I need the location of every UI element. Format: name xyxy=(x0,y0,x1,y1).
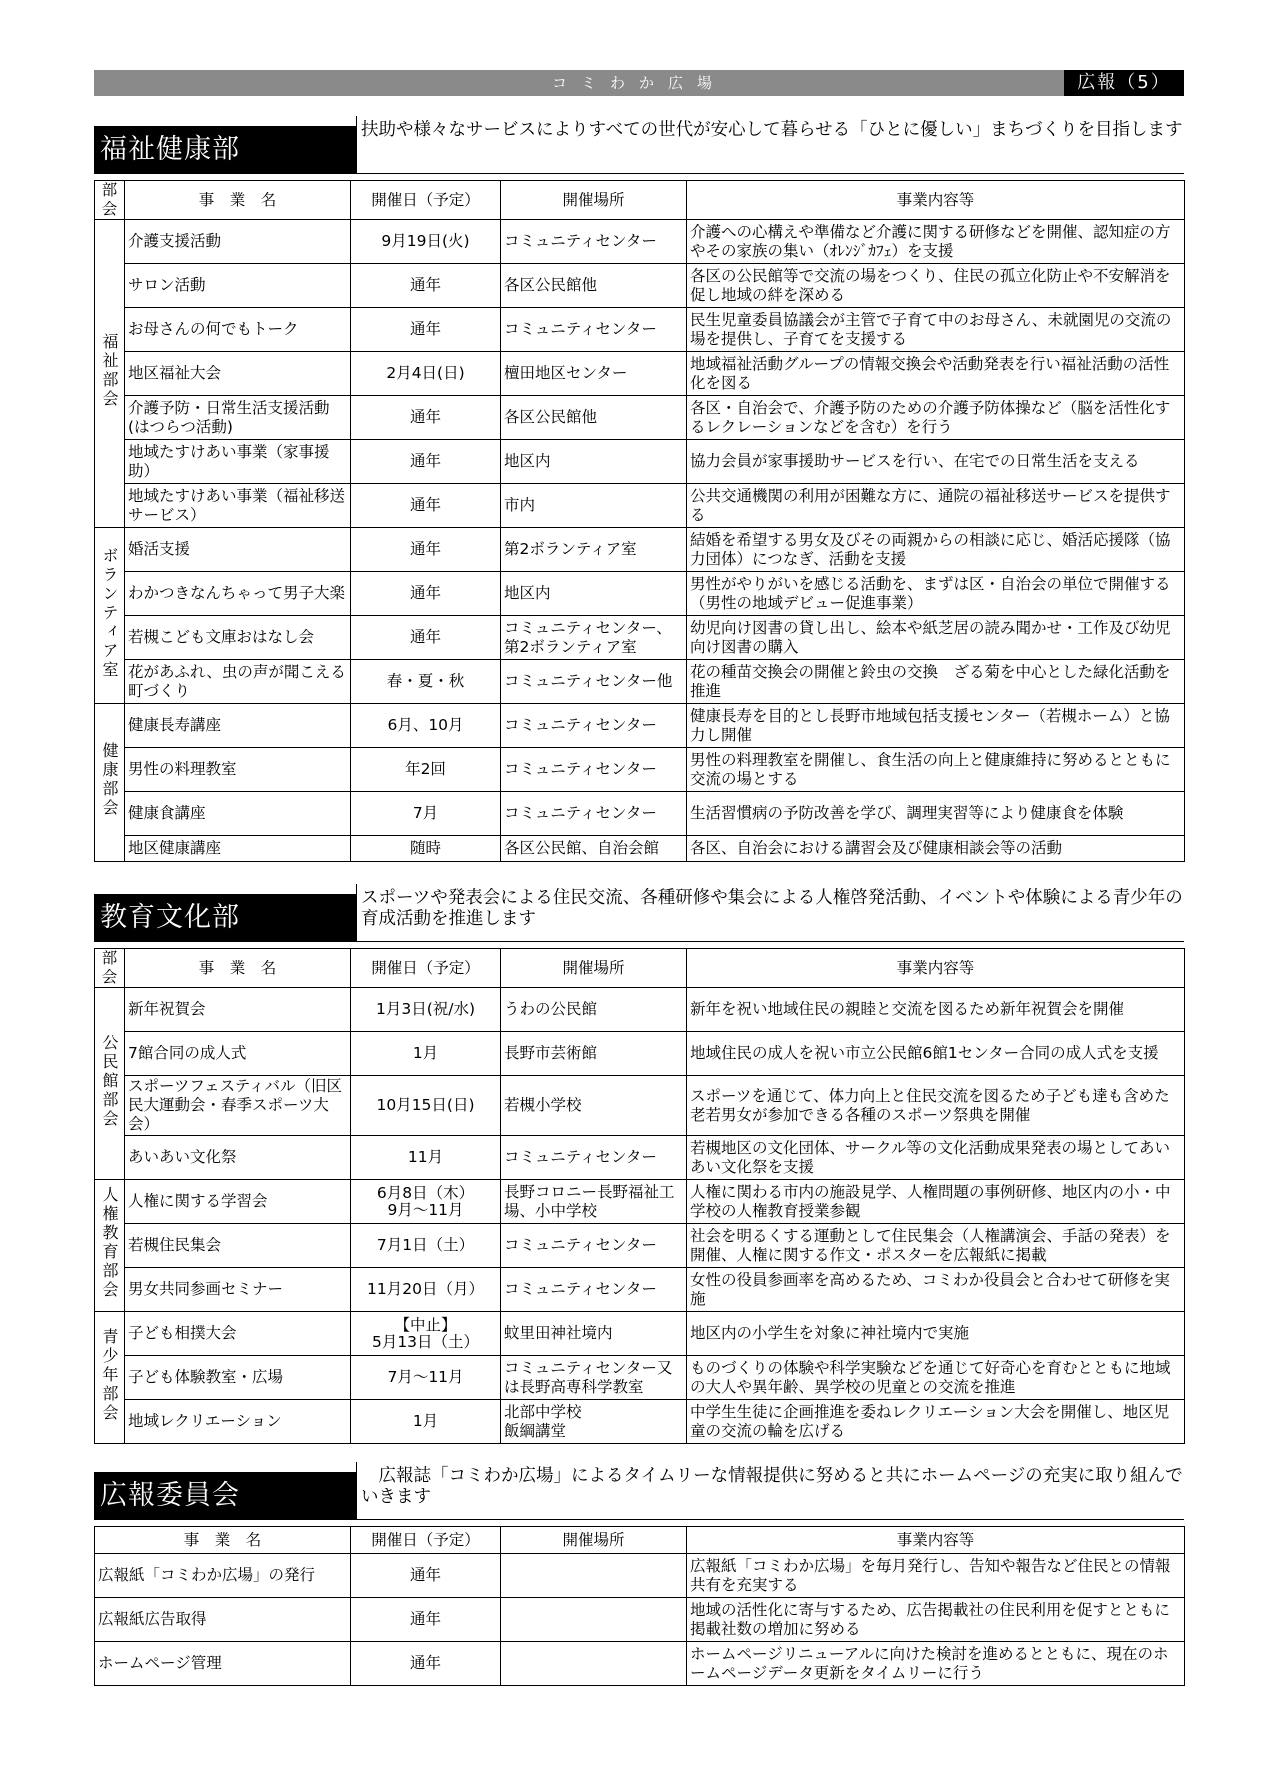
program-place: コミュニティセンター xyxy=(501,308,687,352)
program-place: 第2ボランティア室 xyxy=(501,528,687,572)
program-name: 男性の料理教室 xyxy=(125,748,351,792)
program-place: 北部中学校 飯綱講堂 xyxy=(501,1400,687,1444)
program-date: 11月20日（月） xyxy=(351,1268,501,1312)
column-header-place: 開催場所 xyxy=(501,949,687,988)
column-header-date: 開催日（予定） xyxy=(351,181,501,220)
program-date: 1月 xyxy=(351,1032,501,1076)
program-place xyxy=(501,1598,687,1642)
program-date: 1月 xyxy=(351,1400,501,1444)
table-row xyxy=(95,352,1185,396)
program-name: 若槻こども文庫おはなし会 xyxy=(125,616,351,660)
program-place: コミュニティセンター他 xyxy=(501,660,687,704)
program-date: 1月3日(祝/水) xyxy=(351,988,501,1032)
program-content: 地域住民の成人を祝い市立公民館6館1センター合同の成人式を支援 xyxy=(687,1032,1185,1076)
program-place: 市内 xyxy=(501,484,687,528)
program-place: 檀田地区センター xyxy=(501,352,687,396)
table-row xyxy=(95,264,1185,308)
bukai-label-text: 福祉部会 xyxy=(100,333,119,409)
section-1 xyxy=(94,116,1184,862)
section-intro: 広報誌「コミわか広場」によるタイムリーな情報提供に努めると共にホームページの充実に取り組んでいきます xyxy=(356,1462,1184,1520)
program-content: 男性の料理教室を開催し、食生活の向上と健康維持に努めるとともに交流の場とする xyxy=(687,748,1185,792)
program-content: 地区内の小学生を対象に神社境内で実施 xyxy=(687,1312,1185,1356)
section-intro: 扶助や様々なサービスによりすべての世代が安心して暮らせる「ひとに優しい」まちづくりを目指します xyxy=(356,116,1184,174)
bukai-label-text: 青少年部会 xyxy=(100,1327,119,1423)
program-place: 長野コロニー長野福祉工場、小中学校 xyxy=(501,1180,687,1224)
program-content: 地域福祉活動グループの情報交換会や活動発表を行い福祉活動の活性化を図る xyxy=(687,352,1185,396)
table-row xyxy=(95,1268,1185,1312)
program-content: スポーツを通じて、体力向上と住民交流を図るため子ども達も含めた老若男女が参加できる各種のスポーツ祭典を開催 xyxy=(687,1076,1185,1136)
program-name: サロン活動 xyxy=(125,264,351,308)
program-content: 人権に関わる市内の施設見学、人権問題の事例研修、地区内の小・中学校の人権教育授業参観 xyxy=(687,1180,1185,1224)
program-name: 健康食講座 xyxy=(125,792,351,836)
program-name: 地域たすけあい事業（福祉移送サービス） xyxy=(125,484,351,528)
newsletter-title: コミわか広場 xyxy=(551,74,726,92)
program-place: 各区公民館、自治会館 xyxy=(501,836,687,862)
column-header-bukai: 部会 xyxy=(95,949,125,988)
program-name: 広報紙「コミわか広場」の発行 xyxy=(95,1554,351,1598)
program-content: 健康長寿を目的とし長野市地域包括支援センター（若槻ホーム）と協力し開催 xyxy=(687,704,1185,748)
table-row xyxy=(95,1642,1185,1686)
section-header xyxy=(94,884,1184,942)
program-date: 10月15日(日) xyxy=(351,1076,501,1136)
program-place: コミュニティセンター xyxy=(501,792,687,836)
program-date: 通年 xyxy=(351,484,501,528)
program-date: 7月～11月 xyxy=(351,1356,501,1400)
program-date: 6月8日（木） 9月～11月 xyxy=(351,1180,501,1224)
table-row xyxy=(95,1400,1185,1444)
page-number: 広報（5） xyxy=(1064,70,1184,96)
program-name: 地域レクリエーション xyxy=(125,1400,351,1444)
program-date: 通年 xyxy=(351,1642,501,1686)
program-place: コミュニティセンター xyxy=(501,1268,687,1312)
table-row xyxy=(95,1554,1185,1598)
program-content: 社会を明るくする運動として住民集会（人権講演会、手話の発表）を開催、人権に関する作文・ポスターを広報紙に掲載 xyxy=(687,1224,1185,1268)
page-header xyxy=(94,70,1184,96)
program-content: 地域の活性化に寄与するため、広告掲載社の住民利用を促すとともに掲載社数の増加に努める xyxy=(687,1598,1185,1642)
program-name: わかつきなんちゃって男子大楽 xyxy=(125,572,351,616)
bukai-label xyxy=(95,1180,125,1312)
program-date: 通年 xyxy=(351,440,501,484)
program-content: 結婚を希望する男女及びその両親からの相談に応じ、婚活応援隊（協力団体）につなぎ、活動を支援 xyxy=(687,528,1185,572)
program-place: 地区内 xyxy=(501,440,687,484)
table-row xyxy=(95,396,1185,440)
table-row xyxy=(95,440,1185,484)
program-content: 中学生生徒に企画推進を委ねレクリエーション大会を開催し、地区児童の交流の輪を広げる xyxy=(687,1400,1185,1444)
program-place: 若槻小学校 xyxy=(501,1076,687,1136)
table-row xyxy=(95,1076,1185,1136)
program-place xyxy=(501,1554,687,1598)
program-content: 女性の役員参画率を高めるため、コミわか役員会と合わせて研修を実施 xyxy=(687,1268,1185,1312)
table-row xyxy=(95,572,1185,616)
table-row xyxy=(95,484,1185,528)
table-row xyxy=(95,1224,1185,1268)
section-title: 福祉健康部 xyxy=(94,126,356,174)
column-header-content: 事業内容等 xyxy=(687,949,1185,988)
program-name: 広報紙広告取得 xyxy=(95,1598,351,1642)
program-place: うわの公民館 xyxy=(501,988,687,1032)
table-row xyxy=(95,748,1185,792)
program-place xyxy=(501,1642,687,1686)
program-place: コミュニティセンター、第2ボランティア室 xyxy=(501,616,687,660)
table-row xyxy=(95,1136,1185,1180)
column-header-date: 開催日（予定） xyxy=(351,949,501,988)
bukai-label-text: 公民館部会 xyxy=(100,1033,119,1129)
column-header-bukai: 部会 xyxy=(95,181,125,220)
program-date: 随時 xyxy=(351,836,501,862)
program-content: 若槻地区の文化団体、サークル等の文化活動成果発表の場としてあいあい文化祭を支援 xyxy=(687,1136,1185,1180)
section-title: 広報委員会 xyxy=(94,1472,356,1520)
table-row xyxy=(95,704,1185,748)
program-date: 7月 xyxy=(351,792,501,836)
program-content: 公共交通機関の利用が困難な方に、通院の福祉移送サービスを提供する xyxy=(687,484,1185,528)
bukai-label-text: 健康部会 xyxy=(100,742,119,818)
program-date: 【中止】 5月13日（土） xyxy=(351,1312,501,1356)
program-name: 子ども相撲大会 xyxy=(125,1312,351,1356)
program-content: 生活習慣病の予防改善を学び、調理実習等により健康食を体験 xyxy=(687,792,1185,836)
column-header-place: 開催場所 xyxy=(501,1527,687,1554)
program-date: 11月 xyxy=(351,1136,501,1180)
bukai-label xyxy=(95,528,125,704)
program-name: 新年祝賀会 xyxy=(125,988,351,1032)
table-row xyxy=(95,792,1185,836)
program-name: 花があふれ、虫の声が聞こえる町づくり xyxy=(125,660,351,704)
bukai-label-text: ボランティア室 xyxy=(100,546,119,680)
program-date: 通年 xyxy=(351,264,501,308)
program-content: 各区、自治会における講習会及び健康相談会等の活動 xyxy=(687,836,1185,862)
program-name: 男女共同参画セミナー xyxy=(125,1268,351,1312)
bukai-label xyxy=(95,220,125,528)
program-date: 2月4日(日) xyxy=(351,352,501,396)
program-date: 年2回 xyxy=(351,748,501,792)
table-row xyxy=(95,220,1185,264)
program-name: 婚活支援 xyxy=(125,528,351,572)
program-content: ものづくりの体験や科学実験などを通じて好奇心を育むとともに地域の大人や異年齢、異学校の児童との交流を推進 xyxy=(687,1356,1185,1400)
program-date: 通年 xyxy=(351,1598,501,1642)
table-row xyxy=(95,1356,1185,1400)
program-content: 協力会員が家事援助サービスを行い、在宅での日常生活を支える xyxy=(687,440,1185,484)
program-date: 7月1日（土） xyxy=(351,1224,501,1268)
program-table xyxy=(94,948,1185,1444)
program-name: 人権に関する学習会 xyxy=(125,1180,351,1224)
section-3 xyxy=(94,1462,1184,1686)
program-content: 民生児童委員協議会が主管で子育て中のお母さん、未就園児の交流の場を提供し、子育てを支援する xyxy=(687,308,1185,352)
program-table xyxy=(94,180,1185,862)
column-header-name: 事 業 名 xyxy=(95,1527,351,1554)
column-header-content: 事業内容等 xyxy=(687,181,1185,220)
section-header xyxy=(94,116,1184,174)
program-name: 地域たすけあい事業（家事援助） xyxy=(125,440,351,484)
program-date: 通年 xyxy=(351,616,501,660)
program-content: 各区の公民館等で交流の場をつくり、住民の孤立化防止や不安解消を促し地域の絆を深める xyxy=(687,264,1185,308)
program-place: コミュニティセンター xyxy=(501,220,687,264)
program-date: 通年 xyxy=(351,1554,501,1598)
bukai-label xyxy=(95,988,125,1180)
program-content: 介護への心構えや準備など介護に関する研修などを開催、認知症の方やその家族の集い（ｵﾚﾝｼﾞｶﾌｪ）を支援 xyxy=(687,220,1185,264)
program-name: 子ども体験教室・広場 xyxy=(125,1356,351,1400)
table-row xyxy=(95,988,1185,1032)
program-content: 幼児向け図書の貸し出し、絵本や紙芝居の読み聞かせ・工作及び幼児向け図書の購入 xyxy=(687,616,1185,660)
program-name: 地区福祉大会 xyxy=(125,352,351,396)
column-header-name: 事 業 名 xyxy=(125,949,351,988)
column-header-date: 開催日（予定） xyxy=(351,1527,501,1554)
table-row xyxy=(95,616,1185,660)
section-title: 教育文化部 xyxy=(94,894,356,942)
program-date: 6月、10月 xyxy=(351,704,501,748)
program-name: 介護支援活動 xyxy=(125,220,351,264)
table-header-row xyxy=(95,181,1185,220)
program-content: 男性がやりがいを感じる活動を、まずは区・自治会の単位で開催する（男性の地域デビュー促進事業） xyxy=(687,572,1185,616)
program-table xyxy=(94,1526,1185,1686)
program-name: スポーツフェスティバル（旧区民大運動会・春季スポーツ大会） xyxy=(125,1076,351,1136)
program-place: 長野市芸術館 xyxy=(501,1032,687,1076)
table-header-row xyxy=(95,949,1185,988)
table-row xyxy=(95,1598,1185,1642)
program-content: ホームページリニューアルに向けた検討を進めるとともに、現在のホームページデータ更新をタイムリーに行う xyxy=(687,1642,1185,1686)
program-name: あいあい文化祭 xyxy=(125,1136,351,1180)
program-date: 通年 xyxy=(351,308,501,352)
table-row xyxy=(95,308,1185,352)
table-row xyxy=(95,660,1185,704)
program-content: 新年を祝い地域住民の親睦と交流を図るため新年祝賀会を開催 xyxy=(687,988,1185,1032)
table-row xyxy=(95,1312,1185,1356)
table-row xyxy=(95,1180,1185,1224)
section-2 xyxy=(94,884,1184,1444)
program-name: 地区健康講座 xyxy=(125,836,351,862)
section-intro: スポーツや発表会による住民交流、各種研修や集会による人権啓発活動、イベントや体験による青少年の育成活動を推進します xyxy=(356,884,1184,942)
program-date: 通年 xyxy=(351,572,501,616)
program-date: 通年 xyxy=(351,528,501,572)
program-content: 各区・自治会で、介護予防のための介護予防体操など（脳を活性化するレクレーションなどを含む）を行う xyxy=(687,396,1185,440)
program-name: 若槻住民集会 xyxy=(125,1224,351,1268)
program-name: 7館合同の成人式 xyxy=(125,1032,351,1076)
program-place: コミュニティセンター xyxy=(501,748,687,792)
program-place: 各区公民館他 xyxy=(501,264,687,308)
program-place: コミュニティセンター xyxy=(501,704,687,748)
program-content: 広報紙「コミわか広場」を毎月発行し、告知や報告など住民との情報共有を充実する xyxy=(687,1554,1185,1598)
table-header-row xyxy=(95,1527,1185,1554)
program-name: 介護予防・日常生活支援活動(はつらつ活動) xyxy=(125,396,351,440)
program-content: 花の種苗交換会の開催と鈴虫の交換 ざる菊を中心とした緑化活動を推進 xyxy=(687,660,1185,704)
program-place: コミュニティセンター xyxy=(501,1136,687,1180)
program-name: 健康長寿講座 xyxy=(125,704,351,748)
section-header xyxy=(94,1462,1184,1520)
table-row xyxy=(95,836,1185,862)
column-header-place: 開催場所 xyxy=(501,181,687,220)
program-place: 蚊里田神社境内 xyxy=(501,1312,687,1356)
program-place: コミュニティセンター xyxy=(501,1224,687,1268)
program-place: 地区内 xyxy=(501,572,687,616)
program-name: ホームページ管理 xyxy=(95,1642,351,1686)
table-row xyxy=(95,528,1185,572)
bukai-label-text: 人権教育部会 xyxy=(100,1186,119,1300)
program-name: お母さんの何でもトーク xyxy=(125,308,351,352)
bukai-label xyxy=(95,704,125,862)
column-header-content: 事業内容等 xyxy=(687,1527,1185,1554)
bukai-label xyxy=(95,1312,125,1444)
program-place: 各区公民館他 xyxy=(501,396,687,440)
program-date: 通年 xyxy=(351,396,501,440)
table-row xyxy=(95,1032,1185,1076)
program-date: 9月19日(火) xyxy=(351,220,501,264)
program-place: コミュニティセンター又は長野高専科学教室 xyxy=(501,1356,687,1400)
program-date: 春・夏・秋 xyxy=(351,660,501,704)
column-header-name: 事 業 名 xyxy=(125,181,351,220)
